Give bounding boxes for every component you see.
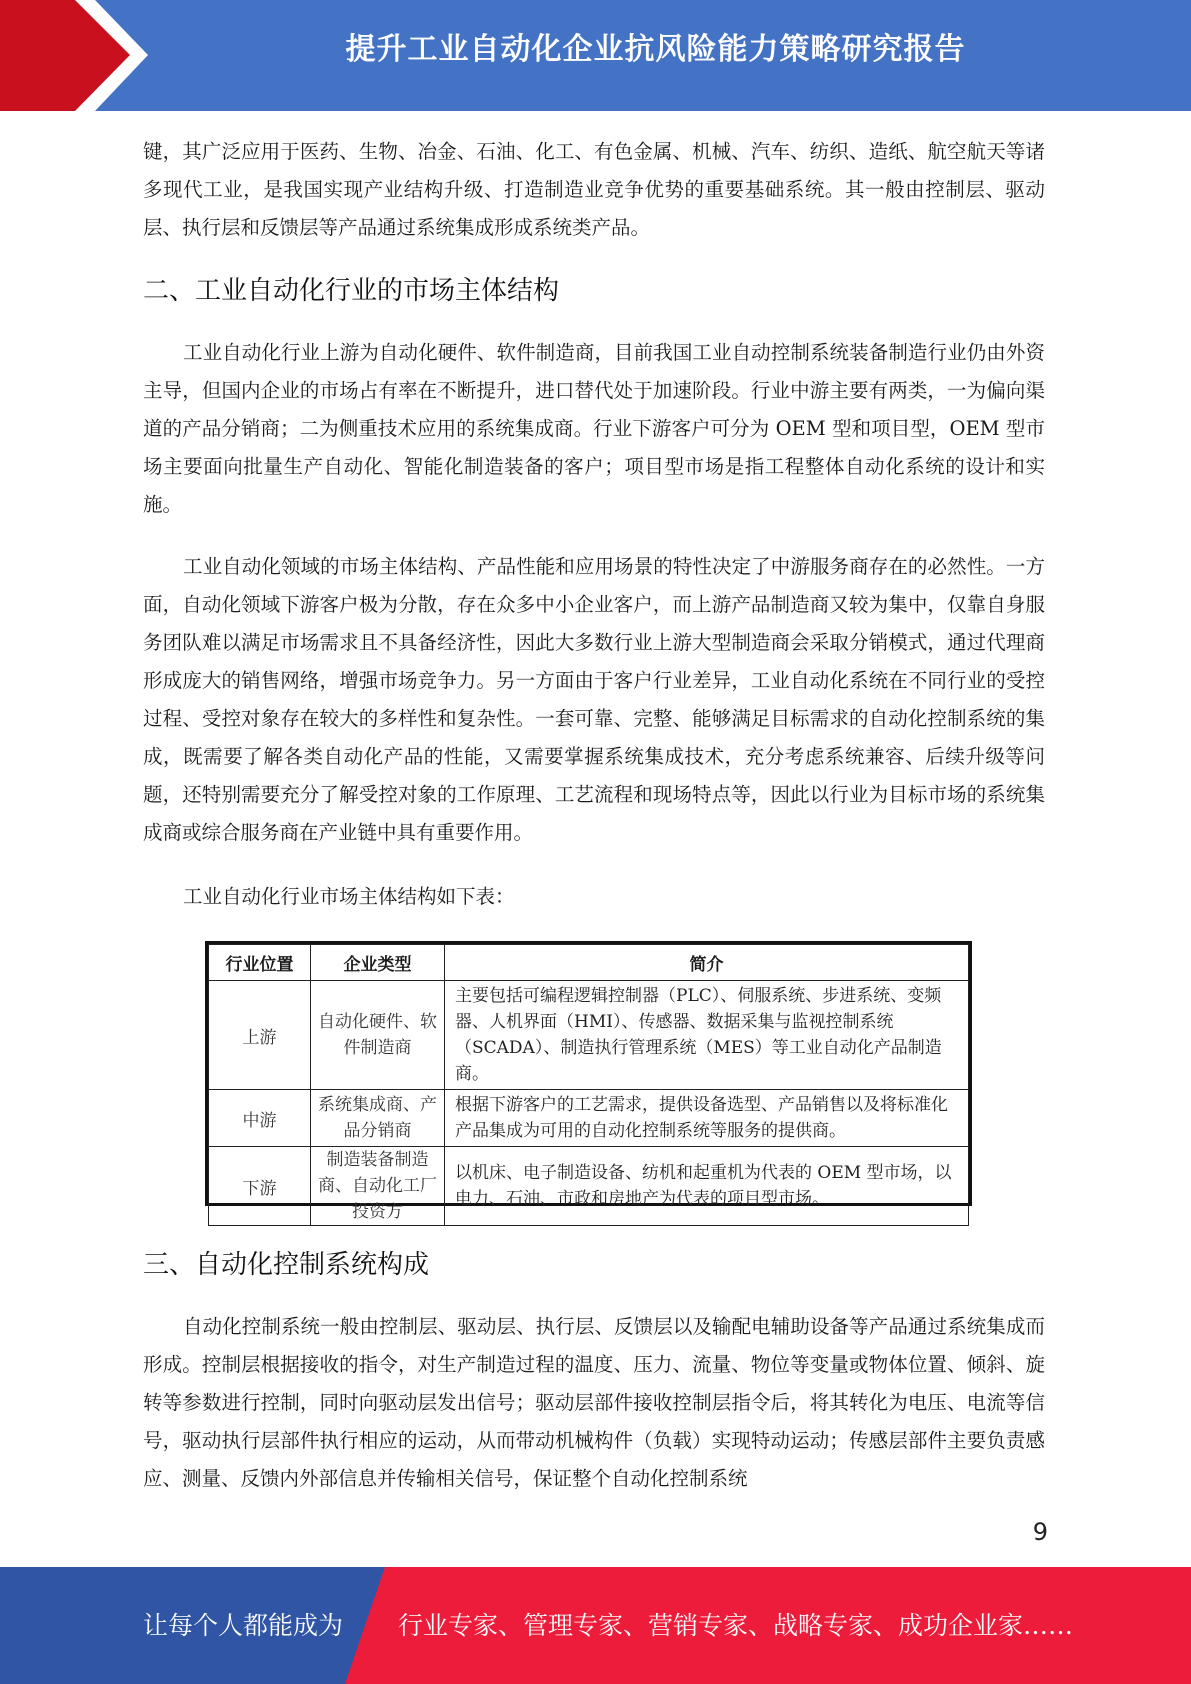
footer-slogan-right: 行业专家、管理专家、营销专家、战略专家、成功企业家…… bbox=[398, 1611, 1074, 1640]
table-header-row bbox=[209, 945, 969, 981]
table-cell-position: 上游 bbox=[209, 981, 311, 1090]
table-row bbox=[209, 1147, 969, 1226]
page-footer bbox=[0, 1567, 1191, 1684]
table-cell-position: 下游 bbox=[209, 1147, 311, 1226]
market-structure-table bbox=[205, 941, 972, 1222]
section2-paragraph-2: 工业自动化领域的市场主体结构、产品性能和应用场景的特性决定了中游服务商存在的必然性。一方面，自动化领域下游客户极为分散，存在众多中小企业客户，而上游产品制造商又较为集中，仅靠自身服务团队难以满足市场需求且不具备经济性，因此大多数行业上游大型制造商会采取分销模式，通过代理商形成庞大的销售网络，增强市场竞争力。另一方面由于客户行业差异，工业自动化系统在不同行业的受控过程、受控对象存在较大的多样性和复杂性。一套可靠、完整、能够满足目标需求的自动化控制系统的集成，既需要了解各类自动化产品的性能，又需要掌握系统集成技术，充分考虑系统兼容、后续升级等问题，还特别需要充分了解受控对象的工作原理、工艺流程和现场特点等，因此以行业为目标市场的系统集成商或综合服务商在产业链中具有重要作用。 bbox=[143, 555, 1045, 844]
table-cell-type: 自动化硬件、软件制造商 bbox=[311, 981, 445, 1090]
page-header bbox=[0, 0, 1191, 111]
column-header-type: 企业类型 bbox=[311, 945, 445, 981]
section3-paragraph-1: 自动化控制系统一般由控制层、驱动层、执行层、反馈层以及输配电辅助设备等产品通过系统集成而形成。控制层根据接收的指令，对生产制造过程的温度、压力、流量、物位等变量或物体位置、倾斜、旋转等参数进行控制，同时向驱动层发出信号；驱动层部件接收控制层指令后，将其转化为电压、电流等信号，驱动执行层部件执行相应的运动，从而带动机械构件（负载）实现特动运动；传感层部件主要负责感应、测量、反馈内外部信息并传输相关信号，保证整个自动化控制系统 bbox=[143, 1315, 1045, 1490]
table-row bbox=[209, 1090, 969, 1147]
column-header-desc: 简介 bbox=[445, 945, 969, 981]
table-cell-desc: 以机床、电子制造设备、纺机和起重机为代表的 OEM 型市场，以电力、石油、市政和房地产为代表的项目型市场。 bbox=[445, 1147, 969, 1226]
column-header-position: 行业位置 bbox=[209, 945, 311, 981]
table-cell-desc: 根据下游客户的工艺需求，提供设备选型、产品销售以及将标准化产品集成为可用的自动化控制系统等服务的提供商。 bbox=[445, 1090, 969, 1147]
table-cell-type: 系统集成商、产品分销商 bbox=[311, 1090, 445, 1147]
section-heading-control-system: 三、自动化控制系统构成 bbox=[143, 1250, 430, 1280]
table-cell-position: 中游 bbox=[209, 1090, 311, 1147]
page-number: 9 bbox=[1032, 1518, 1048, 1546]
header-arrow-decoration bbox=[0, 0, 160, 111]
table-intro: 工业自动化行业市场主体结构如下表： bbox=[183, 885, 515, 908]
table-row bbox=[209, 981, 969, 1090]
intro-paragraph: 键，其广泛应用于医药、生物、冶金、石油、化工、有色金属、机械、汽车、纺织、造纸、航空航天等诸多现代工业，是我国实现产业结构升级、打造制造业竞争优势的重要基础系统。其一般由控制层、驱动层、执行层和反馈层等产品通过系统集成形成系统类产品。 bbox=[143, 140, 1045, 239]
report-title: 提升工业自动化企业抗风险能力策略研究报告 bbox=[345, 32, 966, 67]
footer-slogan-left: 让每个人都能成为 bbox=[143, 1611, 344, 1640]
section-heading-market-structure: 二、工业自动化行业的市场主体结构 bbox=[143, 276, 560, 306]
table-cell-type: 制造装备制造商、自动化工厂投资方 bbox=[311, 1147, 445, 1226]
section2-paragraph-1: 工业自动化行业上游为自动化硬件、软件制造商，目前我国工业自动控制系统装备制造行业仍由外资主导，但国内企业的市场占有率在不断提升，进口替代处于加速阶段。行业中游主要有两类，一为偏向渠道的产品分销商；二为侧重技术应用的系统集成商。行业下游客户可分为 OEM 型和项目型，OEM 型市场主要面向批量生产自动化、智能化制造装备的客户；项目型市场是指工程整体自动化系统的设计和实施。 bbox=[143, 341, 1045, 516]
table-cell-desc: 主要包括可编程逻辑控制器（PLC）、伺服系统、步进系统、变频器、人机界面（HMI）、传感器、数据采集与监视控制系统（SCADA）、制造执行管理系统（MES）等工业自动化产品制造商。 bbox=[445, 981, 969, 1090]
